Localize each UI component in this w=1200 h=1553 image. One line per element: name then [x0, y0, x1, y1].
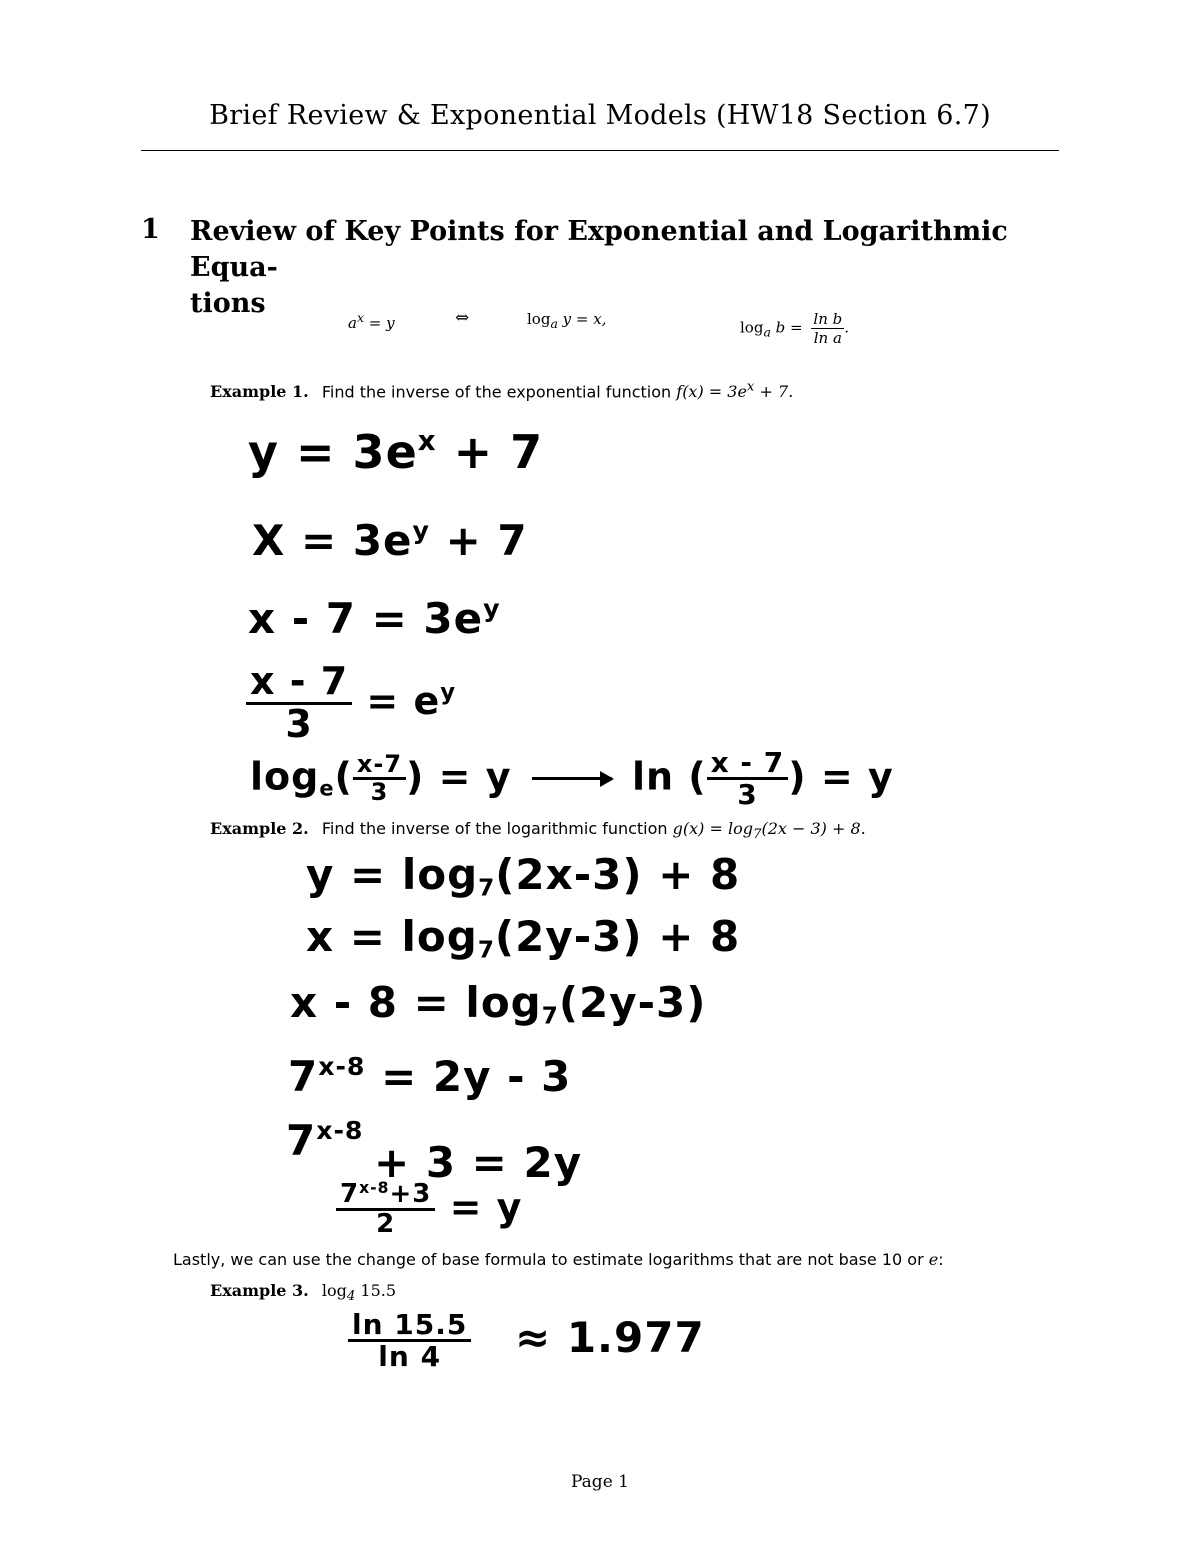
ex2-step-7: $\frac{7^{x-8}+3}{2}$ = y — [336, 1180, 522, 1239]
example-2-label: Example 2. — [210, 819, 309, 838]
example-1-math: $f(x) = 3e^x + 7$. — [676, 380, 794, 402]
example-3-math: $\log_4 15.5$ — [321, 1281, 397, 1305]
ex2-step-2: $x = \log_7(2y-3) + 8$ — [306, 912, 741, 964]
example-2-math: $g(x) = \log_7(2x - 3) + 8$. — [672, 819, 866, 843]
ex1-step-1: $y = 3e^x + 7$ — [248, 424, 544, 480]
page-title: Brief Review & Exponential Models (HW18 Section 6.7) — [209, 100, 991, 131]
example-2-prompt — [210, 819, 866, 842]
section-title-line-2: tions — [190, 288, 266, 319]
ex2-step-7-fraction: $\frac{7^{x-8}+3}{2}$ — [336, 1180, 435, 1239]
ex2-step-1: $y = \log_7(2x-3) + 8$ — [306, 850, 741, 902]
formula-exponential-form: $a^x = y$ — [348, 310, 395, 332]
ex1-step-5: $\log_e$( $\frac{x-7}{3}$ ) = y ln ( $\frac{x - 7}{3}$ ) = y — [250, 746, 894, 812]
implies-arrow — [532, 777, 612, 780]
example-1-text: Find the inverse of the exponential function — [321, 382, 672, 402]
ex1-step-4: $\frac{x - 7}{3}$ = $e^y$ — [246, 662, 456, 745]
ex1-step-4-fraction: $\frac{x - 7}{3}$ — [246, 662, 352, 745]
ex2-step-5: 7$^{x-8}$ — [286, 1116, 364, 1165]
title-rule — [141, 150, 1059, 151]
example-3-label: Example 3. — [210, 1281, 309, 1300]
formula-log-form: $\log_a y = x$, — [527, 310, 607, 331]
example-3-prompt — [210, 1281, 396, 1304]
ex2-step-6: + 3 = 2y — [374, 1138, 583, 1187]
change-of-base-fraction: $\frac{\text{ln b}}{\text{ln a}}$ — [813, 310, 843, 347]
example-2-text: Find the inverse of the logarithmic function — [321, 819, 668, 838]
equivalence-symbol: ⇔ — [455, 308, 470, 328]
page-number: Page 1 — [571, 1472, 629, 1492]
ex3-fraction: $\frac{\ln 15.5}{\ln 4}$ — [348, 1310, 471, 1372]
section-number: 1 — [141, 214, 160, 245]
ex3-solution: $\frac{\ln 15.5}{\ln 4}$ ≈ 1.977 — [348, 1310, 705, 1372]
ex1-step-5-fraction-2: $\frac{x - 7}{3}$ — [707, 748, 789, 810]
key-formulas — [0, 300, 1200, 350]
ex2-step-3: $x - 8 = \log_7(2y-3)$ — [290, 978, 707, 1030]
ex1-step-3: $x - 7 = 3e^y$ — [248, 594, 501, 643]
ex1-step-5-fraction: $\frac{x-7}{3}$ — [353, 752, 406, 805]
ex1-step-2: $X = 3e^y + 7$ — [252, 516, 528, 565]
section-title-line-1: Review of Key Points for Exponential and Logarithmic Equa- — [190, 216, 1008, 283]
change-of-base-note: Lastly, we can use the change of base formula to estimate logarithms that are not base 10 or e: — [173, 1250, 944, 1269]
example-1-label: Example 1. — [210, 382, 309, 402]
formula-change-of-base: $\log_a b$ = $\frac{\text{ln b}}{\text{ln a}}$ . — [740, 310, 850, 347]
example-1-prompt — [210, 380, 793, 401]
ex2-step-4: 7$^{x-8}$ = 2y - 3 — [288, 1052, 572, 1101]
